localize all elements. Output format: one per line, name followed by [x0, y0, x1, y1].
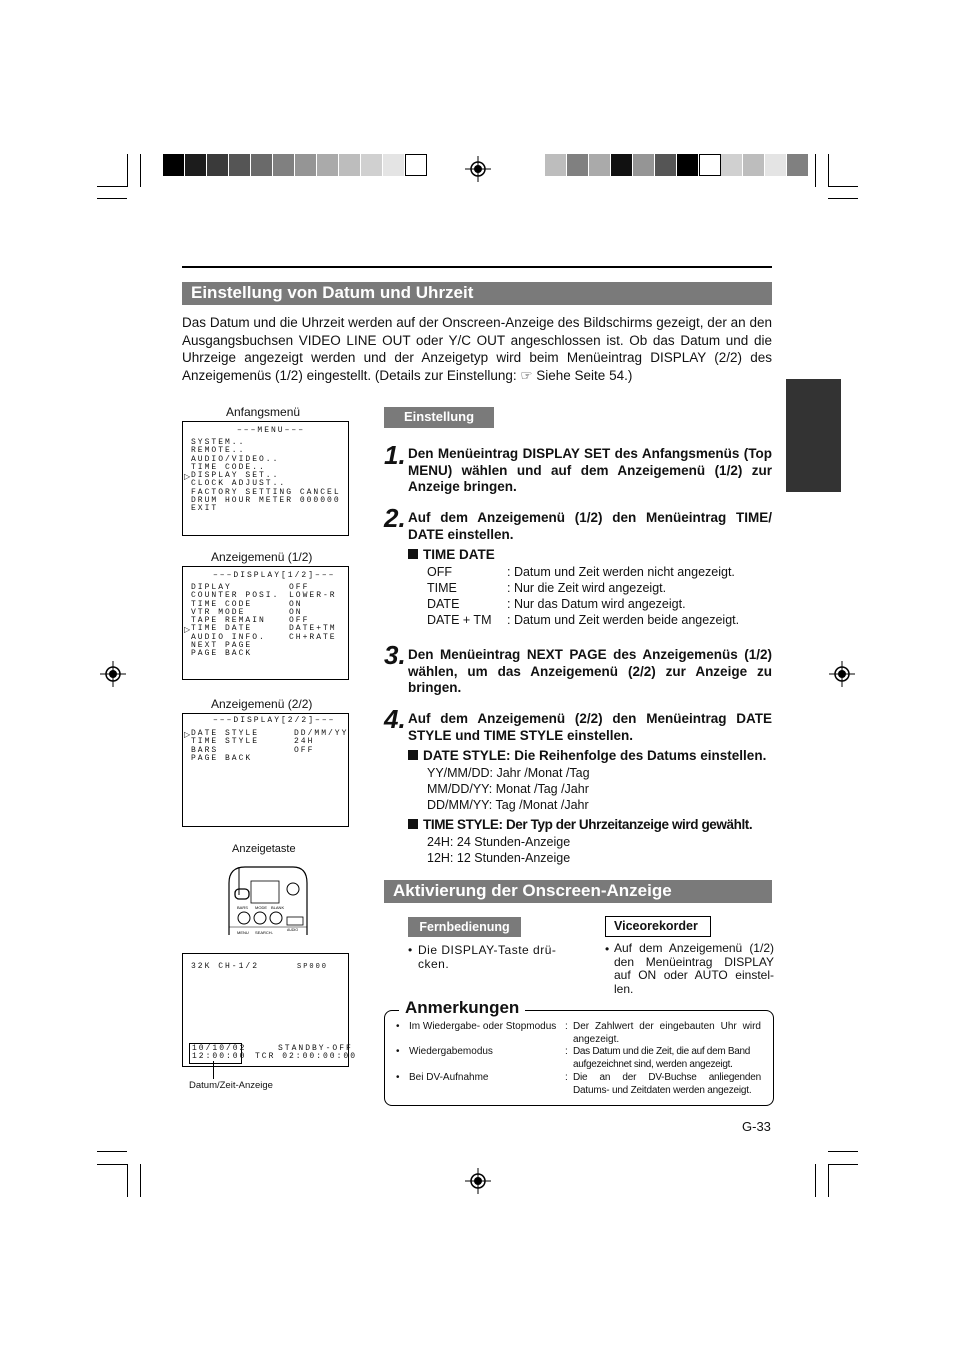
screen-text-line: ON [289, 599, 303, 609]
screen-text-line: AUDIO INFO. [191, 632, 266, 642]
osd-status: STANDBY-OFF [278, 1044, 353, 1053]
screen-text-line: OFF [294, 745, 315, 755]
recorder-tag: Viceorekorder [605, 916, 711, 937]
screen-text-line: TIME STYLE [191, 737, 260, 747]
screen-text-line: TIME CODE [191, 599, 253, 609]
bullet-square-icon [408, 819, 418, 829]
crop-mark [127, 154, 128, 187]
crop-mark [828, 1164, 829, 1197]
top-rule [182, 266, 772, 268]
note-text: Die an der DV-Buchse anliegenden Datums- und Zeitdaten werden angezeigt. [573, 1072, 761, 1096]
note-text: Der Zahlwert der eingebauten Uhr wird angezeigt. [573, 1021, 761, 1045]
section-title: Einstellung von Datum und Uhrzeit [182, 282, 772, 305]
remote-control-illustration [225, 855, 310, 940]
crop-mark [828, 1151, 858, 1152]
screen-text-line: SYSTEM.. [191, 438, 246, 447]
menu-items [191, 584, 279, 659]
display1-screen [182, 566, 349, 680]
svg-text:BARS: BARS [237, 905, 248, 910]
crop-mark [97, 198, 127, 199]
note-label: Wiedergabemodus [409, 1046, 493, 1057]
osd-top-left: 32K CH-1/2 [191, 962, 260, 971]
menu-values [294, 730, 348, 763]
osd-date: 10/10/02 [192, 1044, 247, 1053]
screen-text-line: DD/MM/YY [294, 729, 349, 738]
registration-mark-icon [829, 661, 855, 687]
crop-mark [828, 198, 858, 199]
note-text: Das Datum und die Zeit, die auf dem Band aufgezeichnet sind, werden angezeigt. [573, 1046, 750, 1070]
option-row: OFF : Datum und Zeit werden nicht angezeigt. [427, 565, 735, 579]
step-text: Den Menüeintrag DISPLAY SET des Anfangsmenüs (Top MENU) wählen und auf dem Anzeigemenü (1/2) zur Anzeige bringen. [408, 446, 772, 494]
time-style-line: 24H: 24 Stunden-Anzeige [427, 835, 571, 849]
setting-tag: Einstellung [384, 407, 494, 428]
screen-text-line: DISPLAY SET.. [191, 471, 280, 481]
screen-text-line: OFF [289, 583, 310, 592]
crop-mark [97, 186, 127, 187]
cursor-arrow-icon: ▷ [184, 625, 191, 634]
color-calibration-bar-right [545, 154, 809, 176]
intro-paragraph: Das Datum und die Uhrzeit werden auf der Onscreen-Anzeige des Bildschirms gezeigt, der an den Ausgangsbuchsen VIDEO LINE OUT oder Y/C OUT angeschlossen ist. Ob das Datum und die Uhrzeige angezeigt werden und der Anzeigetyp wird beim Menüeintrag DISPLAY (2/2) des Anzeigemenüs (1/2) eingestellt. (Details zur Einstellung: ☞ Siehe Seite 54.) [182, 315, 772, 383]
callout-line [213, 1061, 214, 1079]
menu-header: –––DISPLAY[2/2]––– [213, 716, 336, 725]
screen-caption: Anzeigemenü (1/2) [211, 550, 313, 564]
screen-text-line: DIPLAY [191, 583, 232, 592]
osd-tcr: TCR 02:00:00:00 [255, 1052, 358, 1061]
screen-text-line: PAGE BACK [191, 649, 253, 659]
crop-mark [97, 1151, 127, 1152]
color-calibration-bar-left [163, 154, 427, 176]
crop-mark [97, 1164, 127, 1165]
step-number: 4. [384, 704, 406, 734]
screen-text-line: PAGE BACK [191, 753, 253, 763]
date-style-line: MM/DD/YY: Monat /Tag /Jahr [427, 782, 589, 796]
notes-box: Anmerkungen • Im Wiedergabe- oder Stopmodus : Der Zahlwert der eingebauten Uhr wird angezeigt. • Wiedergabemodus : Das Datum und die Zeit, die auf dem Band aufgezeichnet sind, werden angezeigt. • Bei DV-Aufnahme : Die an der DV-Buchse anliegenden Datums- und Zeitdaten werden angezeigt. [384, 1010, 774, 1106]
crop-mark [815, 154, 816, 187]
registration-mark-icon [465, 1168, 491, 1194]
crop-mark [127, 1164, 128, 1197]
screen-text-line: NEXT PAGE [191, 641, 253, 651]
screen-text-line: DATE STYLE [191, 729, 260, 738]
crop-mark [828, 154, 829, 187]
note-label: Bei DV-Aufnahme [409, 1072, 489, 1083]
osd-caption: Datum/Zeit-Anzeige [189, 1080, 273, 1091]
date-style-heading: DATE STYLE: Die Reihenfolge des Datums einstellen. [408, 748, 766, 764]
bullet-square-icon [408, 549, 418, 559]
screen-text-line: ON [289, 607, 303, 617]
top-menu-screen [182, 421, 349, 536]
screen-caption: Anfangsmenü [226, 405, 301, 419]
osd-top-right: SP000 [297, 963, 329, 971]
svg-text:SEARCH-: SEARCH- [255, 930, 274, 935]
osd-screen [182, 953, 358, 1067]
svg-text:BLANK: BLANK [271, 905, 285, 910]
registration-mark-icon [465, 156, 491, 182]
notes-title: Anmerkungen [399, 997, 525, 1019]
cursor-arrow-icon: ▷ [184, 472, 191, 481]
screen-text-line: FACTORY SETTING CANCEL [191, 487, 341, 497]
option-row: TIME : Nur die Zeit wird angezeigt. [427, 581, 667, 595]
screen-text-line: REMOTE.. [191, 446, 246, 456]
date-time-box [189, 1043, 247, 1064]
step-text: Auf dem Anzeigemenü (1/2) den Menüeintrag TIME/ DATE einstellen. [408, 510, 772, 542]
time-date-heading: TIME DATE [408, 547, 495, 563]
remote-tag: Fernbedienung [408, 917, 521, 937]
osd-time: 12:00:00 [192, 1052, 247, 1061]
section2-title: Aktivierung der Onscreen-Anzeige [384, 880, 772, 903]
crop-mark [828, 186, 858, 187]
screen-text-line: TIME DATE [191, 624, 253, 634]
menu-header: –––MENU––– [237, 426, 306, 435]
screen-text-line: LOWER-R [289, 591, 337, 601]
option-row: DATE + TM : Datum und Zeit werden beide angezeigt. [427, 613, 740, 627]
screen-text-line: DRUM HOUR METER 000000 [191, 496, 341, 506]
display2-screen [182, 713, 349, 827]
option-row: DATE : Nur das Datum wird angezeigt. [427, 597, 686, 611]
menu-items [191, 730, 259, 763]
screen-caption: Anzeigemenü (2/2) [211, 697, 313, 711]
time-style-line: 12H: 12 Stunden-Anzeige [427, 851, 571, 865]
step-text: Den Menüeintrag NEXT PAGE des Anzeigemenüs (1/2) wählen, um das Anzeigemenü (2/2) zur Anzeige zu bringen. [408, 647, 772, 695]
cursor-arrow-icon: ▷ [184, 730, 191, 739]
screen-text-line [289, 650, 337, 658]
screen-text-line: CH+RATE [289, 632, 337, 642]
screen-text-line [294, 755, 348, 763]
step-text: Auf dem Anzeigemenü (2/2) den Menüeintrag DATE STYLE und TIME STYLE einstellen. [408, 711, 772, 743]
svg-text:MODE: MODE [255, 905, 267, 910]
screen-text-line: BARS [191, 745, 219, 755]
screen-text-line: TIME CODE.. [191, 462, 266, 472]
crop-mark [828, 1164, 858, 1165]
screen-text-line: AUDIO/VIDEO.. [191, 454, 280, 464]
chapter-side-tab [786, 379, 841, 492]
remote-caption: Anzeigetaste [232, 843, 296, 855]
screen-text-line: 24H [294, 737, 315, 747]
crop-mark [815, 1164, 816, 1197]
bullet-square-icon [408, 750, 418, 760]
screen-text-line: CLOCK ADJUST.. [191, 479, 287, 489]
date-style-line: YY/MM/DD: Jahr /Monat /Tag [427, 766, 590, 780]
page-number: G-33 [742, 1119, 771, 1134]
menu-header: –––DISPLAY[1/2]––– [213, 571, 336, 580]
screen-text-line: COUNTER POSI. [191, 591, 280, 601]
step-number: 1. [384, 440, 406, 470]
screen-text-line: VTR MODE [191, 607, 246, 617]
remote-instruction: Die DISPLAY-Taste drü- cken. [418, 943, 557, 971]
screen-text-line: EXIT [191, 504, 219, 514]
step-number: 3. [384, 640, 406, 670]
date-style-line: DD/MM/YY: Tag /Monat /Jahr [427, 798, 589, 812]
time-style-heading: TIME STYLE: Der Typ der Uhrzeitanzeige wird gewählt. [408, 817, 752, 833]
screen-text-line [289, 642, 337, 650]
menu-values [289, 584, 337, 659]
recorder-instruction: Auf dem Anzeigemenü (1/2) den Menüeintrag DISPLAY auf ON oder AUTO einstel- len. [614, 941, 774, 996]
crop-mark [140, 154, 141, 187]
screen-text-line: TAPE REMAIN [191, 616, 266, 626]
registration-mark-icon [100, 661, 126, 687]
menu-lines [191, 439, 341, 514]
svg-text:MENU: MENU [237, 930, 249, 935]
screen-text-line: DATE+TM [289, 624, 337, 634]
svg-text:AUDIO: AUDIO [287, 928, 299, 932]
crop-mark [140, 1164, 141, 1197]
screen-text-line: OFF [289, 616, 310, 626]
step-number: 2. [384, 503, 406, 533]
note-label: Im Wiedergabe- oder Stopmodus [409, 1021, 557, 1032]
